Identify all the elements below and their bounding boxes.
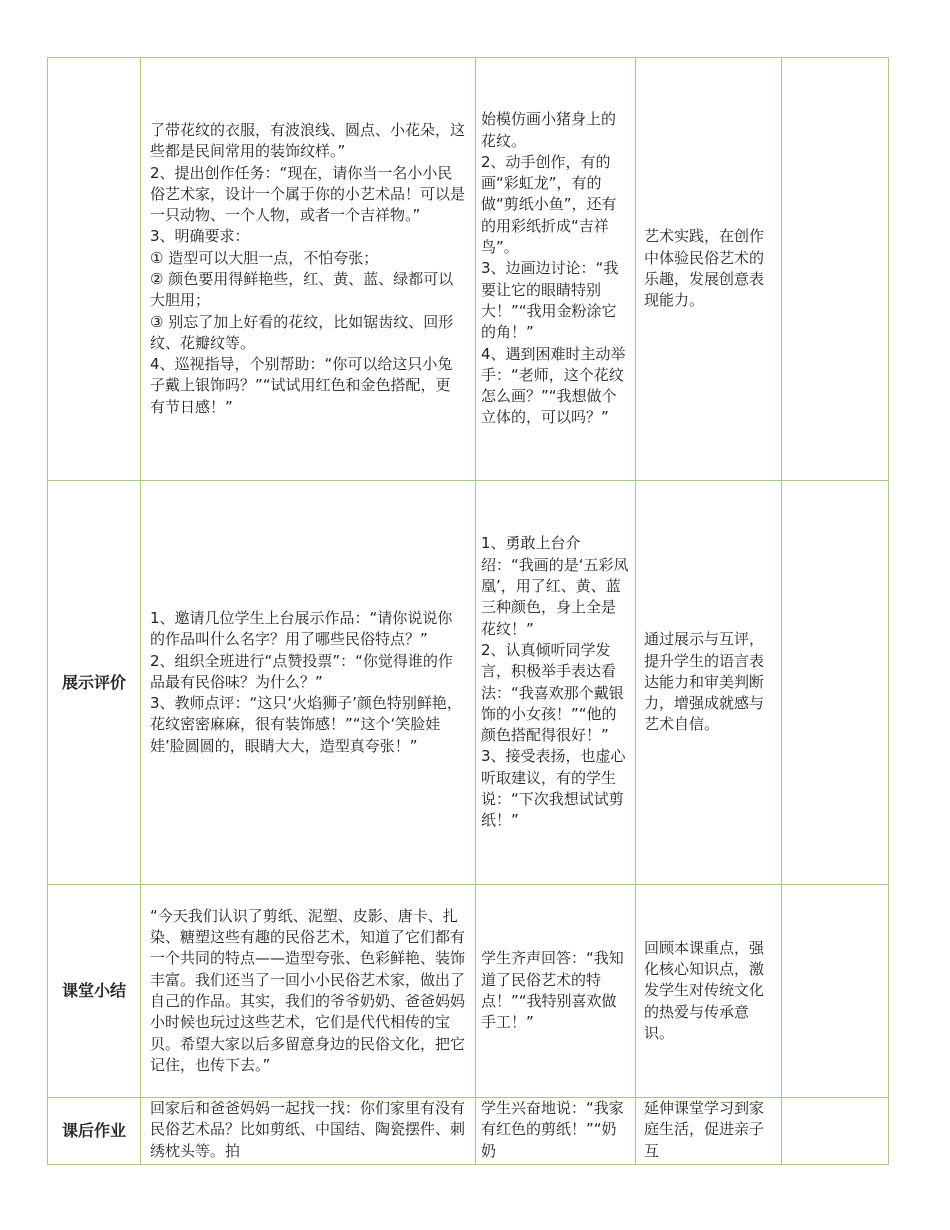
paragraph: 艺术实践，在创作中体验民俗艺术的乐趣，发展创意表现能力。 [644,227,765,310]
paragraph: 通过展示与互评，提升学生的语言表达能力和审美判断力，增强成就感与艺术自信。 [644,630,765,734]
paragraph: 2、组织全班进行“点赞投票”：“你觉得谁的作品最有民俗味？为什么？” [150,651,453,691]
student-activity-text [481,948,629,1033]
paragraph: 3、明确要求： [150,227,250,246]
student-activity-text [481,1098,629,1162]
student-activity-text [481,533,629,831]
teacher-activity-text [150,1098,465,1162]
paragraph: 3、教师点评：“这只‘火焰狮子’颜色特别鲜艳，花纹密密麻麻，很有装饰感！”“这个‘笑脸娃娃’脸圆圆的，眼睛大大，造型真夸张！” [150,694,462,755]
table-row [48,481,889,885]
paragraph: 3、边画边讨论：“我要让它的眼睛特别大！”“我用金粉涂它的角！” [481,259,619,342]
note-cell [782,58,889,481]
teacher-activity-cell [141,885,476,1098]
stage-cell: 课堂小结 [48,885,141,1098]
teacher-activity-cell [141,481,476,885]
teacher-activity-text [150,608,465,757]
paragraph: 1、勇敢上台介绍：“我画的是‘五彩凤凰’，用了红、黄、蓝三种颜色，身上全是花纹！” [481,534,629,638]
paragraph: ② 颜色要用得鲜艳些，红、黄、蓝、绿都可以大胆用； [150,270,454,310]
stage-cell: 课后作业 [48,1098,141,1165]
paragraph: 回顾本课重点，强化核心知识点，激发学生对传统文化的热爱与传承意识。 [644,938,765,1042]
note-cell [782,885,889,1098]
paragraph: 1、邀请几位学生上台展示作品：“请你说说你的作品叫什么名字？用了哪些民俗特点？” [150,608,453,649]
table-row [48,58,889,481]
stage-cell: 展示评价 [48,481,141,885]
teacher-activity-cell [141,1098,476,1165]
teacher-activity-text [150,906,465,1076]
table-row [48,1098,889,1165]
paragraph: 4、巡视指导，个别帮助：“你可以给这只小兔子戴上银饰吗？”“试试用红色和金色搭配，更有节日感！” [150,355,453,416]
lesson-plan-table [47,57,889,1165]
paragraph: 回家后和爸爸妈妈一起找一找：你们家里有没有民俗艺术品？比如剪纸、中国结、陶瓷摆件、刺绣枕头等。拍 [150,1099,466,1160]
paragraph: 3、接受表扬，也虚心听取建议，有的学生说：“下次我想试试剪纸！” [481,747,626,830]
paragraph: “今天我们认识了剪纸、泥塑、皮影、唐卡、扎染、糖塑这些有趣的民俗艺术，知道了它们都有一个共同的特点——造型夸张、色彩鲜艳、装饰丰富。我们还当了一回小小民俗艺术家，做出了自己的作品。其实，我们的爷爷奶奶、爸爸妈妈小时候也玩过这些艺术，它们是代代相传的宝贝。希望大家以后多留意身边的民俗文化，把它记住，也传下去。” [150,906,466,1074]
paragraph: 学生兴奋地说：“我家有红色的剪纸！”“奶奶 [481,1099,624,1160]
student-activity-cell [476,481,636,885]
paragraph: 了带花纹的衣服，有波浪线、圆点、小花朵，这些都是民间常用的装饰纹样。” [150,120,466,161]
design-intent-cell [636,58,782,481]
paragraph: 4、遇到困难时主动举手：“老师，这个花纹怎么画？”“我想做个立体的，可以吗？” [481,344,626,427]
paragraph: ③ 别忘了加上好看的花纹，比如锯齿纹、回形纹、花瓣纹等。 [150,312,454,352]
student-activity-text [481,109,629,428]
paragraph: 2、认真倾听同学发言，积极举手表达看法：“我喜欢那个戴银饰的小女孩！”“他的颜色搭配得很好！” [481,640,624,745]
student-activity-cell [476,58,636,481]
paragraph: 学生齐声回答：“我知道了民俗艺术的特点！”“我特别喜欢做手工！” [481,949,624,1032]
teacher-activity-text [150,120,465,418]
paragraph: ① 造型可以大胆一点，不怕夸张； [150,248,379,267]
note-cell [782,481,889,885]
paragraph: 延伸课堂学习到家庭生活，促进亲子互 [644,1099,765,1160]
design-intent-cell [636,481,782,885]
student-activity-cell [476,885,636,1098]
paragraph: 2、动手创作，有的画“彩虹龙”，有的做“剪纸小鱼”，还有的用彩纸折成“吉祥鸟”。 [481,152,617,257]
design-intent-text [644,629,773,735]
teacher-activity-cell [141,58,476,481]
student-activity-cell [476,1098,636,1165]
table-row [48,885,889,1098]
note-cell [782,1098,889,1165]
stage-cell [48,58,141,481]
design-intent-text [644,1098,773,1162]
paragraph: 2、提出创作任务：“现在，请你当一名小小民俗艺术家，设计一个属于你的小艺术品！可以是一只动物、一个人物，或者一个吉祥物。” [150,163,466,225]
design-intent-text [644,226,773,311]
design-intent-cell [636,885,782,1098]
design-intent-cell [636,1098,782,1165]
paragraph: 始模仿画小猪身上的花纹。 [481,110,617,150]
design-intent-text [644,938,773,1044]
